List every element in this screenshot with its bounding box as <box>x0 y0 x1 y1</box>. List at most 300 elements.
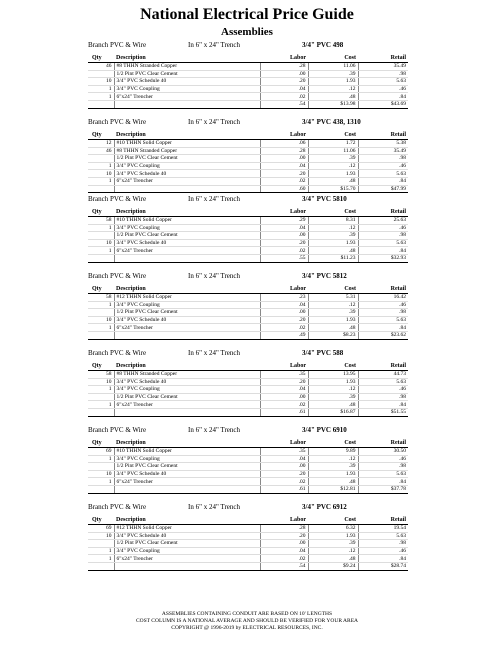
table-row <box>88 393 408 401</box>
description-cell: 3/4" PVC Coupling <box>114 301 260 309</box>
description-header: Description <box>114 207 260 217</box>
section-header <box>0 194 494 205</box>
cost-cell: 1.93 <box>308 470 358 478</box>
total-cost-cell: $12.81 <box>308 485 358 493</box>
retail-header: Retail <box>358 207 408 217</box>
retail-cell: 5.38 <box>358 140 408 148</box>
section-trench-label: In 6" x 24" Trench <box>188 349 240 357</box>
section-branch-label: Branch PVC & Wire <box>88 41 147 49</box>
cost-cell: .48 <box>308 247 358 255</box>
assembly-section <box>0 348 494 425</box>
description-cell: 1/2 Pint PVC Clear Cement <box>114 393 260 401</box>
qty-cell <box>88 70 114 78</box>
total-empty-cell <box>88 408 114 416</box>
total-empty-cell <box>88 331 114 339</box>
total-cost-cell: $15.70 <box>308 185 358 193</box>
total-labor-cell: .60 <box>260 185 308 193</box>
labor-cell: .00 <box>260 540 308 548</box>
qty-cell <box>88 393 114 401</box>
section-header <box>0 40 494 51</box>
description-cell: 1/2 Pint PVC Clear Cement <box>114 155 260 163</box>
cost-cell: .39 <box>308 232 358 240</box>
qty-cell: 12 <box>88 140 114 148</box>
qty-cell: 58 <box>88 217 114 225</box>
qty-cell: 69 <box>88 448 114 456</box>
table-row <box>88 140 408 148</box>
page-title: National Electrical Price Guide <box>140 6 354 23</box>
section-trench-label: In 6" x 24" Trench <box>188 503 240 511</box>
qty-cell: 1 <box>88 478 114 486</box>
footer-line-copyright: COPYRIGHT @ 1996-2019 by ELECTRICAL RESOURCES, INC. <box>171 625 323 631</box>
cost-header: Cost <box>308 438 358 448</box>
total-labor-cell: .49 <box>260 331 308 339</box>
cost-cell: 5.31 <box>308 294 358 302</box>
description-cell: 6"x24" Trencher <box>114 93 260 101</box>
section-header <box>0 348 494 359</box>
labor-cell: .20 <box>260 532 308 540</box>
retail-cell: .84 <box>358 93 408 101</box>
total-empty-cell <box>114 485 260 493</box>
section-trench-label: In 6" x 24" Trench <box>188 426 240 434</box>
description-cell: 1/2 Pint PVC Clear Cement <box>114 232 260 240</box>
table-row <box>88 155 408 163</box>
total-retail-cell: $51.55 <box>358 408 408 416</box>
labor-cell: .04 <box>260 162 308 170</box>
assembly-table <box>88 130 408 193</box>
labor-cell: .00 <box>260 70 308 78</box>
description-cell: #10 THHN Solid Copper <box>114 140 260 148</box>
cost-cell: .48 <box>308 478 358 486</box>
qty-cell: 1 <box>88 386 114 394</box>
labor-cell: .20 <box>260 239 308 247</box>
description-cell: #12 THHN Solid Copper <box>114 525 260 533</box>
table-row <box>88 301 408 309</box>
qty-header: Qty <box>88 515 114 525</box>
cost-cell: 9.89 <box>308 448 358 456</box>
qty-cell: 1 <box>88 247 114 255</box>
description-cell: 3/4" PVC Schedule 40 <box>114 378 260 386</box>
section-code-label: 3/4" PVC 5812 <box>302 272 347 280</box>
cost-cell: .48 <box>308 555 358 563</box>
qty-cell: 10 <box>88 470 114 478</box>
section-branch-label: Branch PVC & Wire <box>88 195 147 203</box>
cost-header: Cost <box>308 515 358 525</box>
retail-cell: 35.49 <box>358 147 408 155</box>
description-header: Description <box>114 438 260 448</box>
section-code-label: 3/4" PVC 588 <box>302 349 344 357</box>
table-row <box>88 386 408 394</box>
table-row <box>88 463 408 471</box>
section-code-label: 3/4" PVC 6912 <box>302 503 347 511</box>
assembly-section <box>0 502 494 579</box>
qty-cell: 10 <box>88 378 114 386</box>
labor-cell: .20 <box>260 470 308 478</box>
qty-cell: 69 <box>88 525 114 533</box>
description-cell: 3/4" PVC Coupling <box>114 85 260 93</box>
table-row <box>88 555 408 563</box>
retail-cell: .98 <box>358 463 408 471</box>
qty-cell: 10 <box>88 532 114 540</box>
cost-cell: .39 <box>308 70 358 78</box>
retail-cell: 35.49 <box>358 63 408 71</box>
description-cell: 3/4" PVC Coupling <box>114 224 260 232</box>
qty-cell: 10 <box>88 170 114 178</box>
qty-cell <box>88 232 114 240</box>
total-empty-cell <box>88 185 114 193</box>
section-branch-label: Branch PVC & Wire <box>88 503 147 511</box>
retail-cell: .84 <box>358 478 408 486</box>
table-row <box>88 532 408 540</box>
description-cell: 3/4" PVC Schedule 40 <box>114 316 260 324</box>
cost-cell: .39 <box>308 540 358 548</box>
assembly-table <box>88 361 408 417</box>
table-row <box>88 85 408 93</box>
table-row <box>88 147 408 155</box>
cost-cell: .39 <box>308 393 358 401</box>
cost-cell: 11.06 <box>308 147 358 155</box>
description-cell: #8 THHN Stranded Copper <box>114 147 260 155</box>
qty-header: Qty <box>88 130 114 140</box>
total-retail-cell: $23.62 <box>358 331 408 339</box>
retail-cell: .46 <box>358 224 408 232</box>
table-row <box>88 232 408 240</box>
description-cell: 6"x24" Trencher <box>114 401 260 409</box>
table-row <box>88 93 408 101</box>
labor-header: Labor <box>260 207 308 217</box>
retail-header: Retail <box>358 438 408 448</box>
qty-cell: 1 <box>88 455 114 463</box>
section-header <box>0 502 494 513</box>
cost-cell: .48 <box>308 324 358 332</box>
table-header-row <box>88 515 408 525</box>
cost-cell: 1.93 <box>308 78 358 86</box>
table-row <box>88 455 408 463</box>
qty-cell: 1 <box>88 162 114 170</box>
retail-cell: .98 <box>358 232 408 240</box>
table-header-row <box>88 53 408 63</box>
description-cell: 3/4" PVC Schedule 40 <box>114 532 260 540</box>
total-labor-cell: .54 <box>260 562 308 570</box>
retail-cell: .98 <box>358 393 408 401</box>
retail-cell: 5.63 <box>358 470 408 478</box>
description-cell: 3/4" PVC Coupling <box>114 162 260 170</box>
labor-cell: .35 <box>260 448 308 456</box>
qty-cell: 58 <box>88 371 114 379</box>
section-branch-label: Branch PVC & Wire <box>88 272 147 280</box>
description-header: Description <box>114 361 260 371</box>
table-row <box>88 371 408 379</box>
total-cost-cell: $16.87 <box>308 408 358 416</box>
total-empty-cell <box>114 331 260 339</box>
cost-header: Cost <box>308 361 358 371</box>
retail-cell: 5.63 <box>358 532 408 540</box>
cost-cell: .12 <box>308 85 358 93</box>
qty-header: Qty <box>88 207 114 217</box>
description-cell: 1/2 Pint PVC Clear Cement <box>114 309 260 317</box>
assembly-section <box>0 117 494 194</box>
total-row <box>88 185 408 193</box>
cost-cell: .39 <box>308 309 358 317</box>
retail-cell: .46 <box>358 386 408 394</box>
footer-line-conduit: ASSEMBLIES CONTAINING CONDUIT ARE BASED ON 10' LENGTHS <box>161 611 333 617</box>
page-subtitle: Assemblies <box>221 26 273 38</box>
labor-cell: .20 <box>260 170 308 178</box>
qty-cell: 10 <box>88 78 114 86</box>
retail-cell: .84 <box>358 177 408 185</box>
description-cell: #10 THHN Solid Copper <box>114 448 260 456</box>
cost-cell: 13.95 <box>308 371 358 379</box>
retail-cell: 25.63 <box>358 217 408 225</box>
qty-header: Qty <box>88 284 114 294</box>
cost-cell: 1.93 <box>308 239 358 247</box>
retail-header: Retail <box>358 284 408 294</box>
section-trench-label: In 6" x 24" Trench <box>188 195 240 203</box>
description-cell: 3/4" PVC Coupling <box>114 386 260 394</box>
retail-cell: .46 <box>358 547 408 555</box>
description-cell: 1/2 Pint PVC Clear Cement <box>114 70 260 78</box>
cost-cell: 1.93 <box>308 316 358 324</box>
table-header-row <box>88 207 408 217</box>
labor-cell: .20 <box>260 316 308 324</box>
assembly-sections <box>0 40 494 579</box>
description-cell: 6"x24" Trencher <box>114 324 260 332</box>
description-cell: 3/4" PVC Schedule 40 <box>114 239 260 247</box>
description-cell: 3/4" PVC Coupling <box>114 547 260 555</box>
total-row <box>88 100 408 108</box>
assembly-section <box>0 40 494 117</box>
cost-header: Cost <box>308 53 358 63</box>
cost-cell: 1.93 <box>308 532 358 540</box>
labor-cell: .23 <box>260 294 308 302</box>
table-row <box>88 162 408 170</box>
retail-cell: 5.63 <box>358 378 408 386</box>
total-empty-cell <box>114 100 260 108</box>
total-cost-cell: $9.24 <box>308 562 358 570</box>
table-row <box>88 378 408 386</box>
retail-header: Retail <box>358 361 408 371</box>
retail-header: Retail <box>358 53 408 63</box>
description-cell: 1/2 Pint PVC Clear Cement <box>114 540 260 548</box>
cost-cell: .12 <box>308 547 358 555</box>
table-row <box>88 78 408 86</box>
total-row <box>88 254 408 262</box>
description-cell: 3/4" PVC Coupling <box>114 455 260 463</box>
qty-cell: 58 <box>88 294 114 302</box>
table-row <box>88 224 408 232</box>
qty-cell <box>88 155 114 163</box>
table-header-row <box>88 130 408 140</box>
labor-cell: .00 <box>260 463 308 471</box>
table-row <box>88 170 408 178</box>
section-code-label: 3/4" PVC 438, 1310 <box>302 118 361 126</box>
section-header <box>0 271 494 282</box>
retail-cell: 5.63 <box>358 239 408 247</box>
total-empty-cell <box>114 562 260 570</box>
total-retail-cell: $28.74 <box>358 562 408 570</box>
qty-cell: 1 <box>88 224 114 232</box>
section-trench-label: In 6" x 24" Trench <box>188 272 240 280</box>
qty-cell: 1 <box>88 547 114 555</box>
footer-line-cost: COST COLUMN IS A NATIONAL AVERAGE AND SHOULD BE VERIFIED FOR YOUR AREA <box>135 618 359 624</box>
section-branch-label: Branch PVC & Wire <box>88 426 147 434</box>
section-trench-label: In 6" x 24" Trench <box>188 41 240 49</box>
total-empty-cell <box>88 100 114 108</box>
retail-cell: .46 <box>358 162 408 170</box>
cost-cell: .39 <box>308 155 358 163</box>
description-cell: #10 THHN Solid Copper <box>114 217 260 225</box>
labor-cell: .00 <box>260 393 308 401</box>
total-row <box>88 485 408 493</box>
cost-cell: 8.31 <box>308 217 358 225</box>
retail-cell: .84 <box>358 324 408 332</box>
description-cell: 3/4" PVC Schedule 40 <box>114 78 260 86</box>
qty-cell: 1 <box>88 93 114 101</box>
table-row <box>88 70 408 78</box>
retail-cell: .46 <box>358 301 408 309</box>
total-row <box>88 408 408 416</box>
cost-cell: 1.93 <box>308 378 358 386</box>
labor-cell: .02 <box>260 555 308 563</box>
cost-cell: .12 <box>308 162 358 170</box>
total-empty-cell <box>88 562 114 570</box>
labor-cell: .00 <box>260 155 308 163</box>
retail-cell: .84 <box>358 555 408 563</box>
total-labor-cell: .55 <box>260 254 308 262</box>
total-cost-cell: $8.23 <box>308 331 358 339</box>
labor-cell: .00 <box>260 309 308 317</box>
labor-cell: .02 <box>260 478 308 486</box>
table-row <box>88 525 408 533</box>
retail-cell: .46 <box>358 85 408 93</box>
cost-cell: .48 <box>308 93 358 101</box>
labor-header: Labor <box>260 361 308 371</box>
table-row <box>88 478 408 486</box>
table-row <box>88 448 408 456</box>
qty-cell: 1 <box>88 401 114 409</box>
total-empty-cell <box>88 254 114 262</box>
cost-cell: .48 <box>308 177 358 185</box>
description-header: Description <box>114 515 260 525</box>
labor-cell: .02 <box>260 247 308 255</box>
labor-header: Labor <box>260 438 308 448</box>
section-code-label: 3/4" PVC 6910 <box>302 426 347 434</box>
labor-cell: .20 <box>260 378 308 386</box>
qty-cell: 46 <box>88 147 114 155</box>
retail-cell: 5.63 <box>358 78 408 86</box>
retail-cell: .98 <box>358 155 408 163</box>
retail-cell: .98 <box>358 70 408 78</box>
total-retail-cell: $32.93 <box>358 254 408 262</box>
labor-cell: .06 <box>260 140 308 148</box>
table-row <box>88 470 408 478</box>
qty-header: Qty <box>88 53 114 63</box>
cost-cell: .48 <box>308 401 358 409</box>
table-row <box>88 540 408 548</box>
table-row <box>88 239 408 247</box>
total-empty-cell <box>88 485 114 493</box>
table-header-row <box>88 284 408 294</box>
section-code-label: 3/4" PVC 498 <box>302 41 344 49</box>
labor-cell: .28 <box>260 525 308 533</box>
assembly-section <box>0 425 494 502</box>
assembly-section <box>0 271 494 348</box>
qty-header: Qty <box>88 438 114 448</box>
total-cost-cell: $13.98 <box>308 100 358 108</box>
retail-cell: .84 <box>358 247 408 255</box>
description-cell: 1/2 Pint PVC Clear Cement <box>114 463 260 471</box>
qty-cell: 1 <box>88 85 114 93</box>
retail-cell: .46 <box>358 455 408 463</box>
section-code-label: 3/4" PVC 5810 <box>302 195 347 203</box>
table-row <box>88 401 408 409</box>
description-header: Description <box>114 53 260 63</box>
retail-cell: .98 <box>358 309 408 317</box>
description-cell: 6"x24" Trencher <box>114 247 260 255</box>
table-header-row <box>88 438 408 448</box>
cost-cell: 6.32 <box>308 525 358 533</box>
labor-cell: .02 <box>260 93 308 101</box>
labor-cell: .02 <box>260 401 308 409</box>
labor-cell: .02 <box>260 324 308 332</box>
total-labor-cell: .54 <box>260 100 308 108</box>
cost-cell: .12 <box>308 455 358 463</box>
cost-cell: .12 <box>308 386 358 394</box>
page-footer <box>0 611 494 632</box>
description-cell: #12 THHN Solid Copper <box>114 294 260 302</box>
assembly-table <box>88 207 408 263</box>
total-retail-cell: $43.69 <box>358 100 408 108</box>
qty-cell: 10 <box>88 239 114 247</box>
labor-cell: .29 <box>260 217 308 225</box>
description-cell: 3/4" PVC Schedule 40 <box>114 170 260 178</box>
section-trench-label: In 6" x 24" Trench <box>188 118 240 126</box>
assembly-table <box>88 515 408 571</box>
total-labor-cell: .61 <box>260 408 308 416</box>
labor-cell: .04 <box>260 85 308 93</box>
labor-cell: .04 <box>260 386 308 394</box>
description-cell: #8 THHN Stranded Copper <box>114 371 260 379</box>
total-cost-cell: $11.23 <box>308 254 358 262</box>
total-empty-cell <box>114 254 260 262</box>
table-row <box>88 316 408 324</box>
total-retail-cell: $47.99 <box>358 185 408 193</box>
qty-cell <box>88 463 114 471</box>
assembly-table <box>88 53 408 109</box>
section-branch-label: Branch PVC & Wire <box>88 118 147 126</box>
total-empty-cell <box>114 408 260 416</box>
cost-cell: .12 <box>308 224 358 232</box>
qty-cell: 46 <box>88 63 114 71</box>
table-row <box>88 547 408 555</box>
description-cell: 6"x24" Trencher <box>114 478 260 486</box>
retail-cell: 19.54 <box>358 525 408 533</box>
description-cell: 6"x24" Trencher <box>114 555 260 563</box>
assembly-section <box>0 194 494 271</box>
description-header: Description <box>114 284 260 294</box>
qty-cell: 1 <box>88 301 114 309</box>
table-row <box>88 324 408 332</box>
total-empty-cell <box>114 185 260 193</box>
labor-cell: .35 <box>260 371 308 379</box>
labor-cell: .28 <box>260 147 308 155</box>
retail-cell: 44.73 <box>358 371 408 379</box>
cost-cell: 1.93 <box>308 170 358 178</box>
total-row <box>88 562 408 570</box>
labor-cell: .28 <box>260 63 308 71</box>
labor-cell: .04 <box>260 455 308 463</box>
description-header: Description <box>114 130 260 140</box>
cost-header: Cost <box>308 207 358 217</box>
